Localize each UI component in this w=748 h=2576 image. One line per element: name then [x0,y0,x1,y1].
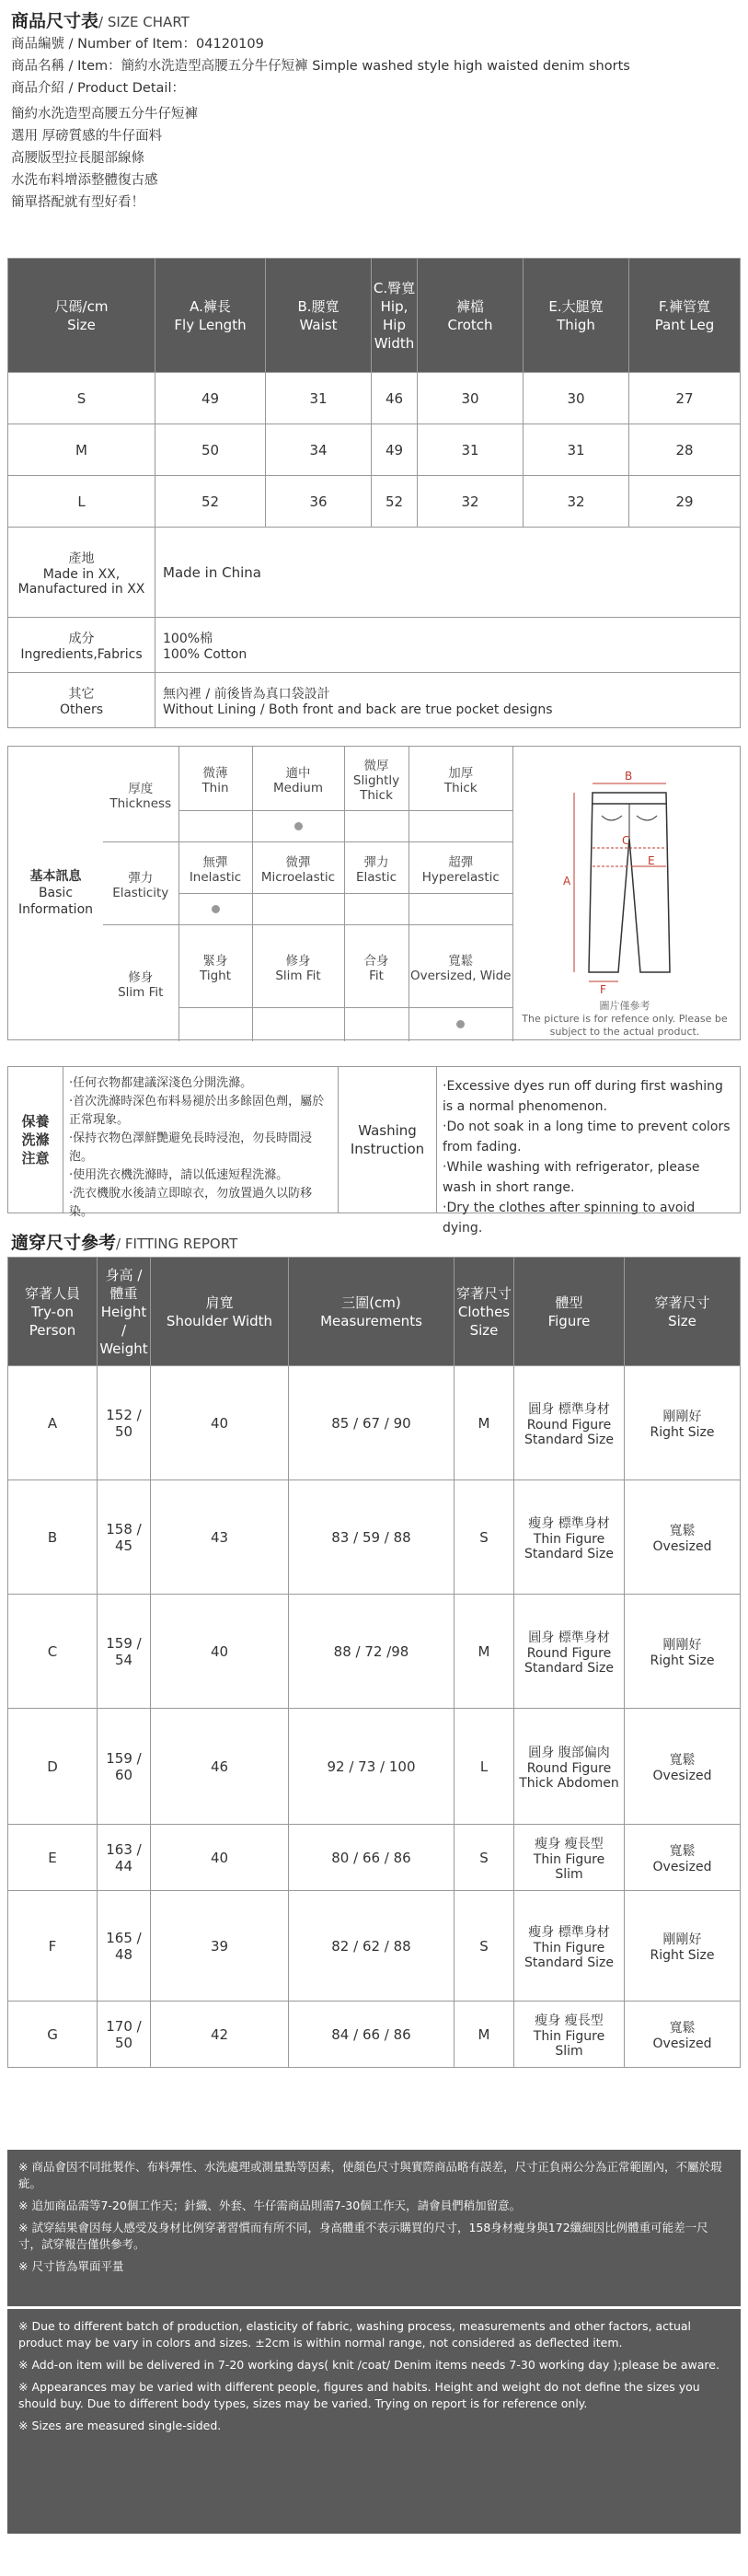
diagram-note: 圖片僅參考 The picture is for refence only. Please be subject to the actual product. [522,1000,728,1038]
fabric-row [8,618,741,673]
pants-diagram [519,765,731,995]
thickness-label: 厚度 Thickness [103,747,178,842]
others-row [8,673,741,728]
size-chart-title: 商品尺寸表/ SIZE CHART [11,11,190,31]
fitting-row: C 159 / 54 40 88 / 72 /98 M 圓身 標準身材 Round Figure Standard Size 剛剛好 Right Size [8,1595,741,1709]
label-e: E [648,854,655,867]
origin-row [8,528,741,618]
washing-zh-list: ‧任何衣物都建議深淺色分開洗滌。 ‧首次洗滌時深色布料易褪於出多餘固色劑，屬於正常現象。 ‧保持衣物色澤鮮艷避免長時浸泡，勿長時間浸泡。 ‧使用洗衣機洗滌時，請以低速短程洗滌。 ‧洗衣機脫水後請立即晾衣，勿放置過久以防移染。 [69,1076,325,1219]
info-line: 水洗布料增添整體復古感 [11,173,158,188]
fabric-value: 100%棉 100% Cotton [155,618,741,673]
elasticity-label: 彈力 Elasticity [103,842,178,925]
size-row: M 50 34 49 31 31 28 [8,424,741,476]
label-c: C [622,834,630,847]
fitting-table-header: 穿著人員 Try-on Person 身高 / 體重 Height / Weight 肩寬 Shoulder Width 三圍(cm) Measurements 穿著尺寸 Clothes Size 體型 Figure 穿著尺寸 Size [8,1258,741,1366]
col-waist: B.腰寬 Waist [266,259,372,373]
notes-en-box: ※ Due to different batch of production, elasticity of fabric, washing process, measurements and other factors, actual product may be vary in colors and sizes. ±2cm is within normal range, not considered as deflected item. ※ Add-on item will be delivered in 7-20 working days( knit /coat/ Denim items needs 7-30 working day );please be aware. ※ Appearances may be varied with different people, figures and habits. Height and weight do not define the sizes you should buy. Due to different body types, sizes may be varied. Trying on report is for reference only. ※ Sizes are measured single-sided. [7,2309,741,2534]
slim-fit-label: 修身 Slim Fit [103,925,178,1041]
fitting-row: D 159 / 60 46 92 / 73 / 100 L 圓身 腹部偏肉 Round Figure Thick Abdomen 寬鬆 Ovesized [8,1709,741,1825]
option-slim-fit: 修身 Slim Fit [252,925,344,1008]
washing-en-list: ‧Excessive dyes run off during first washing is a normal phenomenon. ‧Do not soak in a long time to prevent colors from fading. ‧While washing with refrigerator, please wash in short range. ‧Dry the clothes after spinning to avoid dying. [443,1079,731,1236]
option-oversized: 寬鬆 Oversized, Wide [409,925,513,1008]
option-thin: 微薄 Thin [178,747,252,811]
others-value: 無內裡 / 前後皆為真口袋設計 Without Lining / Both front and back are true pocket designs [155,673,741,728]
col-size: 尺碼/cm Size [8,259,155,373]
washing-box [7,1066,741,1236]
selected-dot [456,1020,465,1028]
option-inelastic: 無彈 Inelastic [178,842,252,894]
washing-en-title: Washing Instruction [338,1067,437,1213]
option-tight: 緊身 Tight [178,925,252,1008]
option-slightly-thick: 微厚 Slightly Thick [344,747,409,811]
fitting-row: F 165 / 48 39 82 / 62 / 88 S 瘦身 標準身材 Thin Figure Standard Size 剛剛好 Right Size [8,1891,741,2002]
selected-dot [294,822,303,830]
option-thick: 加厚 Thick [409,747,513,811]
size-table-header [8,259,741,373]
fitting-row: G 170 / 50 42 84 / 66 / 86 M 瘦身 瘦長型 Thin Figure Slim 寬鬆 Ovesized [8,2002,741,2068]
fitting-row: E 163 / 44 40 80 / 66 / 86 S 瘦身 瘦長型 Thin Figure Slim 寬鬆 Ovesized [8,1825,741,1891]
info-line: 商品名稱 / Item：簡約水洗造型高腰五分牛仔短褲 Simple washed style high waisted denim shorts [11,59,630,74]
washing-zh-title: 保養 洗滌 注意 [8,1067,63,1213]
fitting-table [7,1257,741,2068]
col-crotch: 褲檔 Crotch [418,259,524,373]
col-hip: C.臀寬 Hip, Hip Width [372,259,418,373]
selected-dot [212,905,220,913]
origin-label: 產地 Made in XX, Manufactured in XX [8,528,155,618]
option-fit: 合身 Fit [344,925,409,1008]
others-label: 其它 Others [8,673,155,728]
col-thigh: E.大腿寬 Thigh [524,259,629,373]
product-info [11,33,737,214]
fitting-title: 適穿尺寸參考/ FITTING REPORT [11,1233,238,1253]
label-f: F [600,983,606,995]
info-line: 選用 厚磅質感的牛仔面料 [11,129,163,144]
origin-value: Made in China [155,528,741,618]
basic-info-title: 基本訊息 Basic Information [17,869,94,917]
col-pant-leg: F.褲管寬 Pant Leg [629,259,741,373]
info-line: 商品編號 / Number of Item：04120109 [11,37,264,52]
label-a: A [563,875,571,888]
basic-info-table [103,746,513,1041]
basic-info-box [7,746,741,1040]
option-microelastic: 微彈 Microelastic [252,842,344,894]
fabric-label: 成分 Ingredients,Fabrics [8,618,155,673]
size-table [7,258,741,728]
option-elastic: 彈力 Elastic [344,842,409,894]
notes-zh-box: ※ 商品會因不同批製作、布料彈性、水洗處理或測量點等因素，使顏色尺寸與實際商品略有誤差，尺寸正負兩公分為正常範圍內，不屬於瑕疵。 ※ 追加商品需等7-20個工作天；針織、外套、牛仔需商品則需7-30個工作天，請會員們稍加留意。 ※ 試穿結果會因每人感受及身材比例穿著習慣而有所不同，身高體重不表示購買的尺寸，158身材瘦身與172纖細因比例體重可能差一尺寸，試穿報告僅供參考。 ※ 尺寸皆為單面平量 [7,2150,741,2306]
info-line: 商品介紹 / Product Detail： [11,81,185,96]
size-row: S 49 31 46 30 30 27 [8,373,741,424]
label-b: B [625,770,633,783]
info-line: 高腰版型拉長腿部線條 [11,151,144,166]
option-medium: 適中 Medium [252,747,344,811]
size-row: L 52 36 52 32 32 29 [8,476,741,528]
fitting-row: B 158 / 45 43 83 / 59 / 88 S 瘦身 標準身材 Thin Figure Standard Size 寬鬆 Ovesized [8,1480,741,1595]
col-fly-length: A.褲長 Fly Length [155,259,266,373]
option-hyperelastic: 超彈 Hyperelastic [409,842,513,894]
fitting-row: A 152 / 50 40 85 / 67 / 90 M 圓身 標準身材 Round Figure Standard Size 剛剛好 Right Size [8,1366,741,1480]
info-line: 簡單搭配就有型好看！ [11,195,144,210]
info-line: 簡約水洗造型高腰五分牛仔短褲 [11,107,198,122]
